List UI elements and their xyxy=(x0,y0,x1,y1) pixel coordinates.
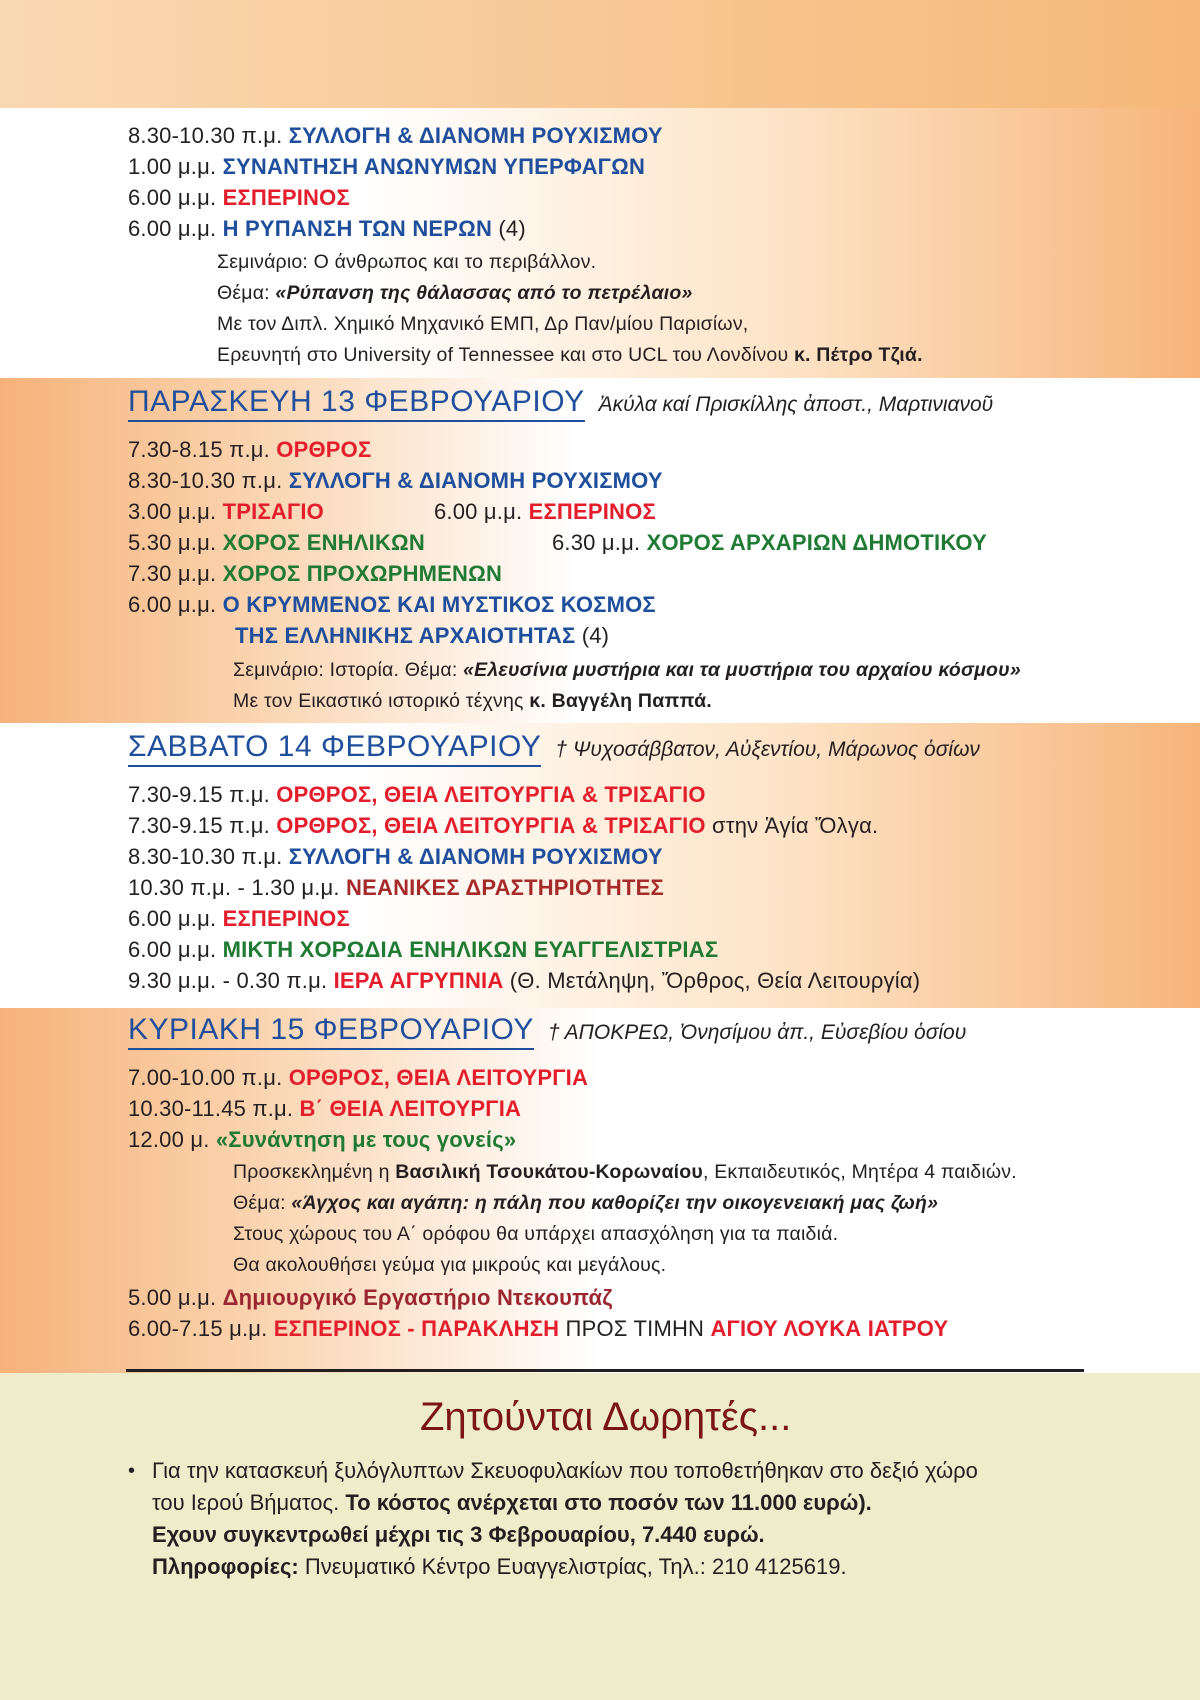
schedule-row: 7.30-9.15 π.μ. ΟΡΘΡΟΣ, ΘΕΙΑ ΛΕΙΤΟΥΡΓΙΑ & ΤΡΙΣΑΓΙΟ στην Ἁγία Ὄλγα. xyxy=(128,813,879,838)
guest-detail: Θα ακολουθήσει γεύμα για μικρούς και μεγάλους. xyxy=(233,1254,667,1276)
schedule-row: 8.30-10.30 π.μ. ΣΥΛΛΟΓΗ & ΔΙΑΝΟΜΗ ΡΟΥΧΙΣΜΟΥ xyxy=(128,123,663,148)
schedule-row: 10.30 π.μ. - 1.30 μ.μ. ΝΕΑΝΙΚΕΣ ΔΡΑΣΤΗΡΙΟΤΗΤΕΣ xyxy=(128,875,664,900)
schedule-row: 6.00 μ.μ. ΕΣΠΕΡΙΝΟΣ xyxy=(128,906,350,931)
schedule-row: 6.30 μ.μ. ΧΟΡΟΣ ΑΡΧΑΡΙΩΝ ΔΗΜΟΤΙΚΟΥ xyxy=(552,530,987,555)
guest-detail: Στους χώρους του Α΄ ορόφου θα υπάρχει απασχόληση για τα παιδιά. xyxy=(233,1223,839,1245)
guest-detail: Προσκεκλημένη η Βασιλική Τσουκάτου-Κορωναίου, Εκπαιδευτικός, Μητέρα 4 παιδιών. xyxy=(233,1161,1017,1183)
schedule-row: 1.00 μ.μ. ΣΥΝΑΝΤΗΣΗ ΑΝΩΝΥΜΩΝ ΥΠΕΡΦΑΓΩΝ xyxy=(128,154,646,179)
day-title: ΠΑΡΑΣΚΕΥΗ 13 ΦΕΒΡΟΥΑΡΙΟΥ xyxy=(128,385,585,422)
donors-collected: Εχουν συγκεντρωθεί μέχρι τις 3 Φεβρουαρίου, 7.440 ευρώ. xyxy=(152,1522,765,1547)
schedule-row: 3.00 μ.μ. ΤΡΙΣΑΓΙΟ xyxy=(128,499,324,524)
schedule-row: 5.30 μ.μ. ΧΟΡΟΣ ΕΝΗΛΙΚΩΝ xyxy=(128,530,425,555)
schedule-row: 6.00-7.15 μ.μ. ΕΣΠΕΡΙΝΟΣ - ΠΑΡΑΚΛΗΣΗ ΠΡΟΣ ΤΙΜΗΝ ΑΓΙΟΥ ΛΟΥΚΑ ΙΑΤΡΟΥ xyxy=(128,1316,949,1341)
day-heading xyxy=(128,1013,966,1047)
schedule-row: 10.30-11.45 π.μ. Β΄ ΘΕΙΑ ΛΕΙΤΟΥΡΓΙΑ xyxy=(128,1096,522,1121)
donors-text: Για την κατασκευή ξυλόγλυπτων Σκευοφυλακίων που τοποθετήθηκαν στο δεξιό χώρο xyxy=(152,1458,978,1483)
donors-text: του Ιερού Βήματος. Το κόστος ανέρχεται στο ποσόν των 11.000 ευρώ). xyxy=(152,1490,872,1515)
seminar-topic: Θέμα: «Ρύπανση της θάλασσας από το πετρέλαιο» xyxy=(217,282,693,304)
schedule-row: 7.30 μ.μ. ΧΟΡΟΣ ΠΡΟΧΩΡΗΜΕΝΩΝ xyxy=(128,561,503,586)
schedule-row: 12.00 μ. «Συνάντηση με τους γονείς» xyxy=(128,1127,517,1152)
day-heading xyxy=(128,385,993,419)
schedule-row: 8.30-10.30 π.μ. ΣΥΛΛΟΓΗ & ΔΙΑΝΟΜΗ ΡΟΥΧΙΣΜΟΥ xyxy=(128,468,663,493)
day-title: ΚΥΡΙΑΚΗ 15 ΦΕΒΡΟΥΑΡΙΟΥ xyxy=(128,1013,534,1050)
feast-day: † ΑΠΟΚΡΕΩ, Ὀνησίμου ἀπ., Εὐσεβίου ὁσίου xyxy=(547,1021,967,1044)
seminar-speaker: Με τον Εικαστικό ιστορικό τέχνης κ. Βαγγέλη Παππά. xyxy=(233,690,712,712)
schedule-row: 6.00 μ.μ. ΕΣΠΕΡΙΝΟΣ xyxy=(434,499,656,524)
schedule-row: 8.30-10.30 π.μ. ΣΥΛΛΟΓΗ & ΔΙΑΝΟΜΗ ΡΟΥΧΙΣΜΟΥ xyxy=(128,844,663,869)
seminar-topic: Σεμινάριο: Ιστορία. Θέμα: «Ελευσίνια μυστήρια και τα μυστήρια του αρχαίου κόσμου» xyxy=(233,659,1021,681)
schedule-row: 7.30-8.15 π.μ. ΟΡΘΡΟΣ xyxy=(128,437,372,462)
schedule-row: 7.30-9.15 π.μ. ΟΡΘΡΟΣ, ΘΕΙΑ ΛΕΙΤΟΥΡΓΙΑ & ΤΡΙΣΑΓΙΟ xyxy=(128,782,706,807)
schedule-row: 9.30 μ.μ. - 0.30 π.μ. ΙΕΡΑ ΑΓΡΥΠΝΙΑ (Θ. Μετάληψη, Ὄρθρος, Θεία Λειτουργία) xyxy=(128,968,921,993)
schedule-row: 6.00 μ.μ. Η ΡΥΠΑΝΣΗ ΤΩΝ ΝΕΡΩΝ (4) xyxy=(128,216,526,241)
donors-info: Πληροφορίες: Πνευματικό Κέντρο Ευαγγελιστρίας, Τηλ.: 210 4125619. xyxy=(152,1554,847,1579)
schedule-row: 6.00 μ.μ. ΕΣΠΕΡΙΝΟΣ xyxy=(128,185,350,210)
seminar-detail: Με τον Διπλ. Χημικό Μηχανικό ΕΜΠ, Δρ Παν/μίου Παρισίων, xyxy=(217,313,749,335)
section-divider xyxy=(126,1369,1084,1372)
schedule-row: 5.00 μ.μ. Δημιουργικό Εργαστήριο Ντεκουπάζ xyxy=(128,1285,613,1310)
bullet-icon: • xyxy=(128,1460,136,1482)
schedule-row: 7.00-10.00 π.μ. ΟΡΘΡΟΣ, ΘΕΙΑ ΛΕΙΤΟΥΡΓΙΑ xyxy=(128,1065,589,1090)
schedule-row: 6.00 μ.μ. Ο ΚΡΥΜΜΕΝΟΣ ΚΑΙ ΜΥΣΤΙΚΟΣ ΚΟΣΜΟΣ xyxy=(128,592,656,617)
schedule-row: 6.00 μ.μ. ΜΙΚΤΗ ΧΟΡΩΔΙΑ ΕΝΗΛΙΚΩΝ ΕΥΑΓΓΕΛΙΣΤΡΙΑΣ xyxy=(128,937,719,962)
donors-title: Ζητούνται Δωρητές... xyxy=(420,1395,792,1439)
feast-day: Ἀκύλα καί Πρισκίλλης ἀποστ., Μαρτινιανοῦ xyxy=(598,393,994,416)
day-title: ΣΑΒΒΑΤΟ 14 ΦΕΒΡΟΥΑΡΙΟΥ xyxy=(128,730,541,767)
seminar-speaker: Ερευνητή στο University of Tennessee και στο UCL του Λονδίνου κ. Πέτρο Τζιά. xyxy=(217,344,923,366)
schedule-row-continuation: ΤΗΣ ΕΛΛΗΝΙΚΗΣ ΑΡΧΑΙΟΤΗΤΑΣ (4) xyxy=(235,623,610,648)
seminar-detail: Σεμινάριο: Ο άνθρωπος και το περιβάλλον. xyxy=(217,251,597,273)
day-heading xyxy=(128,730,980,764)
guest-topic: Θέμα: «Άγχος και αγάπη: η πάλη που καθορίζει την οικογενειακή μας ζωή» xyxy=(233,1192,939,1214)
feast-day: † Ψυχοσάββατον, Αὐξεντίου, Μάρωνος ὁσίων xyxy=(555,738,980,761)
